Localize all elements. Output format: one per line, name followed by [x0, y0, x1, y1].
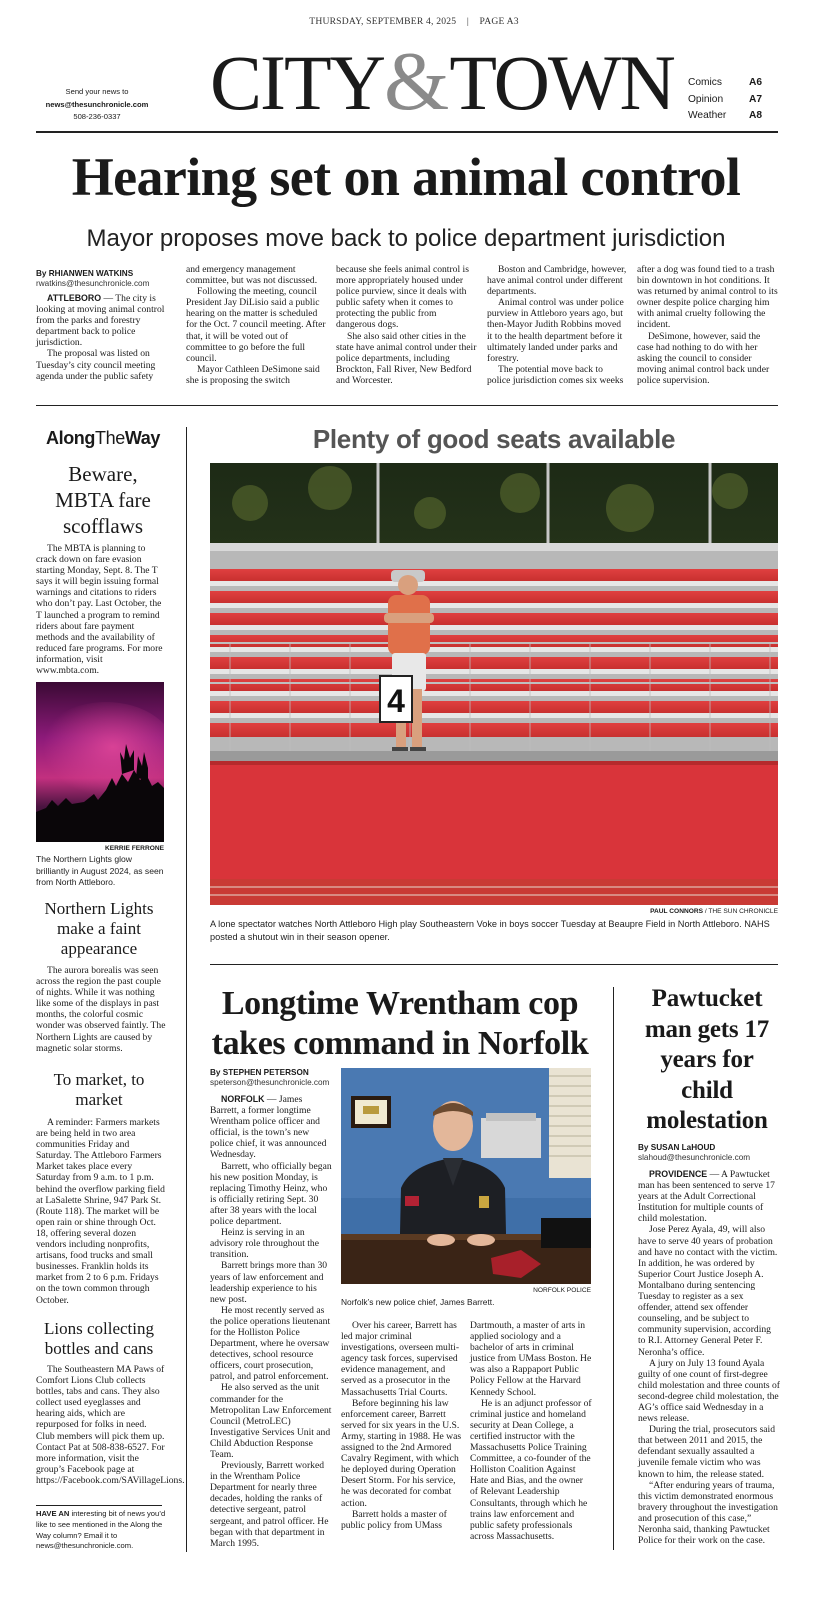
- sidebar-footer-rule: [36, 1505, 162, 1506]
- news-contact: [36, 86, 158, 124]
- byline-email[interactable]: speterson@thesunchronicle.com: [210, 1078, 330, 1087]
- byline: By SUSAN LaHOUD: [638, 1143, 716, 1152]
- lead-column-3: because she feels animal control is more appropriately housed under police purview, since it deals with public safety when it comes to protecting the public from dangerous dogs. She also said other cities in the state have animal control under their police departments, including Brockton, Fall River, New Bedford and Worcester.: [336, 264, 477, 386]
- issue-date: THURSDAY, SEPTEMBER 4, 2025: [309, 16, 457, 27]
- dateline: [0, 16, 828, 27]
- story-dateline: ATTLEBORO: [47, 293, 102, 303]
- brief-text: The Southeastern MA Paws of Comfort Lions Club collects bottles, tabs and cans. They also collect used eyeglasses and hearing aids, which are repurposed for folks in need. Club members will pick them up. Contact Pat at 508-838-6527. For more information, visit the group’s Facebook page at https://Facebook.com/SAVillageLions.: [36, 1364, 185, 1486]
- masthead-ampersand: &: [383, 35, 450, 128]
- brief-headline: Northern Lights make a faint appearance: [44, 899, 154, 958]
- police-chief-photo: [341, 1068, 591, 1284]
- story2-column-1: By STEPHEN PETERSON speterson@thesunchronicle.com NORFOLK — James Barrett, a former longtime Wrentham police officer and official, is the town’s new police chief, it was announced Wednesday. Barrett, who officially began his new position Monday, is replacing Timothy Heinz, who is officially retiring Sept. 30 after 38 years with the local police department. Heinz is serving in an advisory role throughout the transition. Barrett brings more than 30 years of law enforcement and leadership experience to his new post. He most recently served as the police operations lieutenant for the Holliston Police Department, where he oversaw detectives, school resource officers, court prosecution, patrol, and patrol enforcement. He also served as the unit commander for the Metropolitan Law Enforcement Council (MetroLEC) Investigative Services Unit and Child Abduction Response Team. Previously, Barrett worked in the Wrentham Police Department for nearly three decades, holding the ranks of detective sergeant, patrol sergeant, and patrol officer. He began with that department in March 1995.: [210, 1068, 332, 1549]
- dateline-separator: |: [466, 16, 469, 27]
- contact-email[interactable]: news@thesunchronicle.com: [45, 99, 149, 109]
- feature-bottom-rule: [210, 964, 778, 965]
- contact-line: Send your news to: [65, 87, 129, 96]
- page-number: PAGE A3: [479, 16, 519, 27]
- story3-column: By SUSAN LaHOUD slahoud@thesunchronicle.com PROVIDENCE — A Pawtucket man has been sentenced to serve 17 years at the Adult Correctional Institution for multiple counts of child molestation. Jose Perez Ayala, 49, will also have to serve 40 years of probation and have no contact with the victim. In addition, he was ordered by Superior Court Justice Joseph A. Montalbano during sentencing Tuesday to register as a sex offender, attend sex offender counseling, and be subject to community supervision, according to R.I. Attorney General Peter F. Neronha’s office. A jury on July 13 found Ayala guilty of one count of first-degree child molestation and three counts of second-degree child molestation, the AG’s office said Wednesday in a news release. During the trial, prosecutors said that between 2011 and 2015, the defendant sexually assaulted a juvenile female victim who was known to him, the release stated. “After enduring years of trauma, this victim demonstrated enormous bravery throughout the investigation and prosecution of this case,” Neronha said, thanking Pawtucket Police for their work on the case.: [638, 1143, 781, 1547]
- brief-text: The MBTA is planning to crack down on fare evasion starting Monday, Sept. 8. The T says it will begin issuing formal warnings and citations to riders who don’t pay. Last October, the T launched a program to remind riders about fare payment methods and the availability of reduced fare programs. For more information, visit www.mbta.com.: [36, 543, 163, 677]
- lead-column-2: and emergency management committee, but was not discussed. Following the meeting, council President Jay DiLisio said a public hearing on the matter is scheduled for the Oct. 7 council meeting. After that, it will be voted out of committee to go before the full council. Mayor Cathleen DeSimone said she is proposing the switch: [186, 264, 326, 386]
- lead-column-5: after a dog was found tied to a trash bin downtown in hot conditions. It was returned by animal control to its owner despite police charging him with animal cruelty following the incident. DeSimone, however, said the case had nothing to do with her asking the council to consider moving animal control back under police supervision.: [637, 264, 778, 386]
- byline: By RHIANWEN WATKINS: [36, 269, 134, 278]
- lead-headline: Hearing set on animal control: [71, 147, 741, 207]
- column-title: AlongTheWay: [46, 428, 160, 448]
- brief-headline: Lions collecting bottles and cans: [43, 1319, 154, 1358]
- police-photo-credit: NORFOLK POLICE: [533, 1287, 591, 1294]
- masthead-city: CITY: [210, 39, 384, 126]
- lead-bottom-rule: [36, 405, 778, 406]
- index-item[interactable]: Opinion A7: [688, 93, 763, 105]
- brief-headline: To market, to market: [53, 1070, 145, 1109]
- brief-text: The aurora borealis was seen across the region the past couple of nights. While it was nothing like some of the displays in past months, the colorful cosmic wonder was observed faintly. The Northern Lights are caused by magnetic solar storms.: [36, 965, 166, 1054]
- have-an-note: HAVE AN interesting bit of news you’d like to see mentioned in the Along the Way column? Email it to news@thesunchronicle.com.: [36, 1509, 166, 1551]
- aurora-photo-credit: KERRIE FERRONE: [105, 845, 164, 852]
- byline-email[interactable]: rwatkins@thesunchronicle.com: [36, 279, 150, 288]
- brief-text: A reminder: Farmers markets are being held in two area communities Friday and Saturday. The Attleboro Farmers Market takes place every Saturday from 9 a.m. to 1 p.m. behind the overflow parking field at LaSalette Shrine, 947 Park St. (Route 118). The market will be open rain or shine through Oct. 18, offering several dozen vendors including nonprofits, artisans, food trucks and small businesses. Franklin holds its market from 2 to 6 p.m. Fridays on the town common through October.: [36, 1117, 165, 1306]
- lead-subhead: Mayor proposes move back to police department jurisdiction: [86, 225, 726, 252]
- feature-photo-caption: A lone spectator watches North Attleboro High play Southeastern Voke in boys soccer Tuesday at Beaupre Field in North Attleboro. NAHS posted a shutout win in their season opener.: [210, 919, 770, 942]
- index-item[interactable]: Comics A6: [688, 77, 763, 88]
- story3-headline: Pawtucket man gets 17 years for child molestation: [644, 985, 770, 1134]
- masthead-rule: [36, 131, 778, 133]
- story2-headline: Longtime Wrentham cop takes command in Norfolk: [211, 985, 589, 1062]
- feature-headline: Plenty of good seats available: [312, 424, 676, 454]
- story2-column-3: Dartmouth, a master of arts in applied sociology and a bachelor of arts in criminal justice from UMass Boston. He was also a Rappaport Public Policy Fellow at the Harvard Kennedy School. He is an adjunct professor of criminal justice and homeland security at Dean College, a certified instructor with the Massachusetts Police Training Committee, a co-founder of the Holliston Coalition Against Hate and Bias, and the owner of Relevant Leadership Consultants, through which he trains law enforcement and public safety professionals across Massachusetts.: [470, 1320, 592, 1542]
- index-item[interactable]: Weather A8: [688, 110, 763, 121]
- story2-column-2: Over his career, Barrett has led major criminal investigations, overseen multi-agency task forces, supervised evidence management, and served as a prosecutor in the Massachusetts Trial Courts. Before beginning his law enforcement career, Barrett served for six years in the U.S. Army, starting in 1988. He was assigned to the 2nd Armored Cavalry Regiment, with which he deployed during Operation Desert Storm. For his service, he was decorated for combat action. Barrett holds a master of public policy from UMass: [341, 1320, 462, 1531]
- stadium-photo: [210, 463, 778, 905]
- lead-column-4: Boston and Cambridge, however, have animal control under different departments. Animal control was under police purview in Attleboro years ago, but then-Mayor Judith Robbins moved it to the health department before it ultimately landed under parks and forestry. The potential move back to police jurisdiction comes six weeks: [487, 264, 627, 386]
- aurora-photo-caption: The Northern Lights glow brilliantly in August 2024, as seen from North Attleboro.: [36, 854, 164, 887]
- police-photo-caption: Norfolk’s new police chief, James Barrett.: [341, 1297, 495, 1307]
- section-index: [688, 75, 788, 125]
- section-masthead: [210, 35, 674, 128]
- sidebar-divider: [186, 427, 187, 1552]
- masthead-town: TOWN: [449, 39, 674, 126]
- feature-photo-credit: PAUL CONNORS / THE SUN CHRONICLE: [650, 908, 778, 915]
- aurora-photo: [36, 682, 164, 842]
- byline: By STEPHEN PETERSON: [210, 1068, 309, 1077]
- byline-email[interactable]: slahoud@thesunchronicle.com: [638, 1153, 751, 1162]
- contact-phone: 508-236-0337: [73, 112, 121, 121]
- section-sign-number: 4: [387, 683, 405, 719]
- story3-divider: [613, 987, 614, 1550]
- lead-column-1: By RHIANWEN WATKINS rwatkins@thesunchronicle.com ATTLEBORO — The city is looking at moving animal control from the parks and forestry department back to police jurisdiction. The proposal was listed on Tuesday’s city council meeting agenda under the public safety: [36, 268, 176, 382]
- brief-headline: Beware, MBTA fare scofflaws: [55, 462, 151, 538]
